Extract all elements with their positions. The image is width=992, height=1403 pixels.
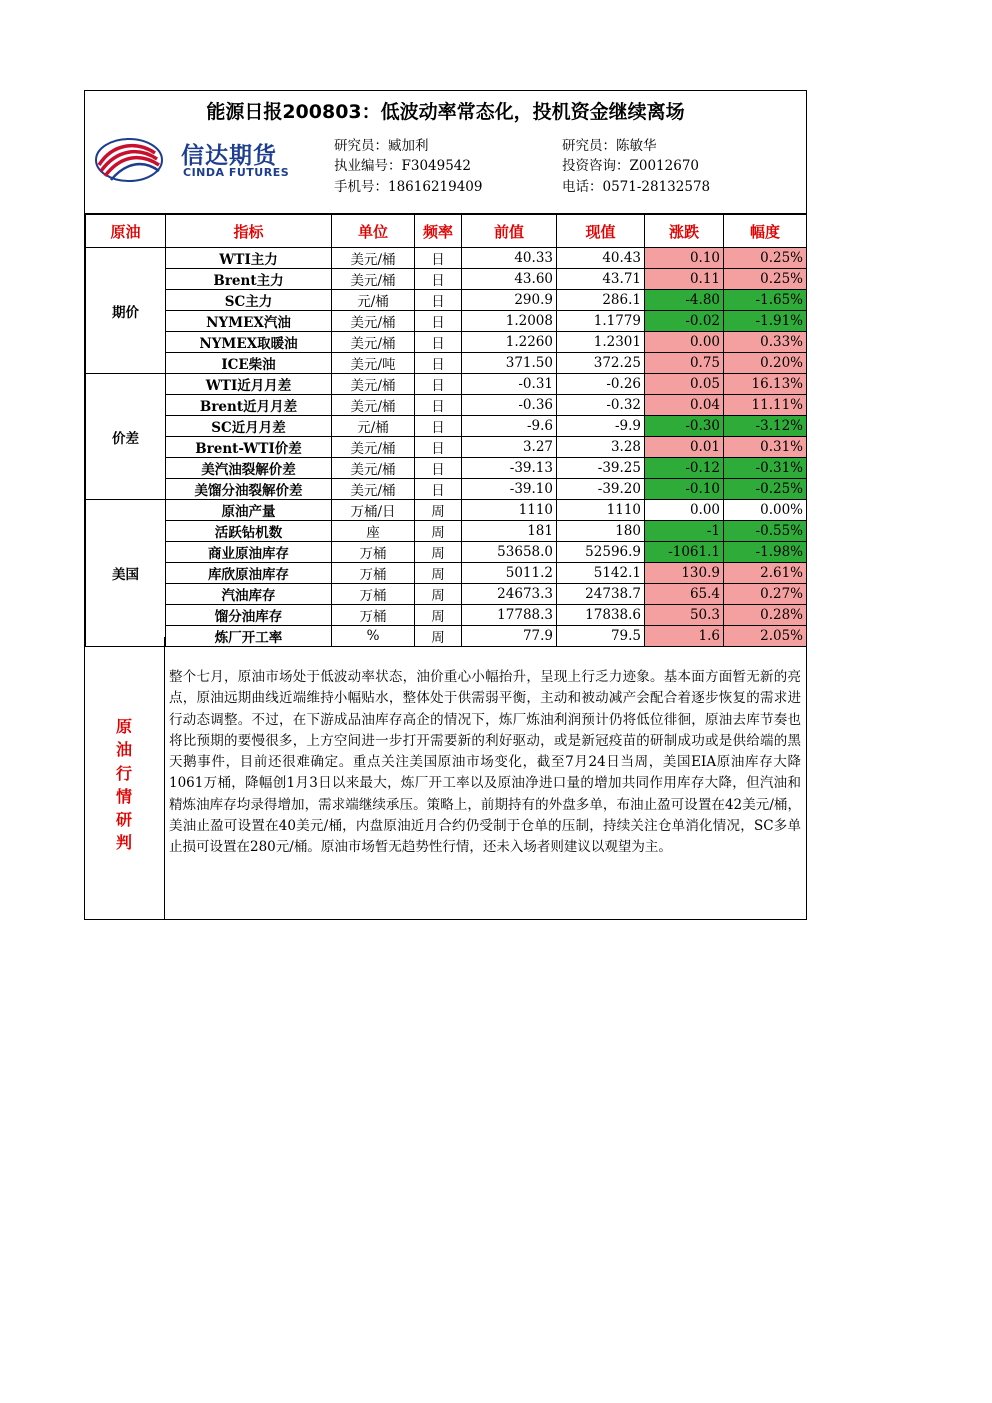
frequency-cell: 周 bbox=[415, 605, 462, 626]
change-percent-cell: 0.00% bbox=[724, 500, 807, 521]
change-percent-cell: -1.91% bbox=[724, 311, 807, 332]
previous-value-cell: 1.2008 bbox=[462, 311, 557, 332]
change-percent-cell: 0.31% bbox=[724, 437, 807, 458]
change-cell: 0.01 bbox=[645, 437, 724, 458]
change-percent-cell: -3.12% bbox=[724, 416, 807, 437]
indicator-cell: 原油产量 bbox=[166, 500, 332, 521]
current-value-cell: 40.43 bbox=[557, 248, 645, 269]
current-value-cell: 3.28 bbox=[557, 437, 645, 458]
unit-cell: 万桶/日 bbox=[332, 500, 415, 521]
indicator-cell: Brent-WTI价差 bbox=[166, 437, 332, 458]
change-percent-cell: 2.61% bbox=[724, 563, 807, 584]
unit-cell: 美元/桶 bbox=[332, 332, 415, 353]
current-value-cell: -0.32 bbox=[557, 395, 645, 416]
indicator-cell: Brent近月月差 bbox=[166, 395, 332, 416]
indicator-cell: SC主力 bbox=[166, 290, 332, 311]
researcher-2-license: 投资咨询：Z0012670 bbox=[562, 158, 700, 174]
table-row bbox=[86, 395, 807, 416]
change-percent-cell: -0.55% bbox=[724, 521, 807, 542]
table-row bbox=[86, 290, 807, 311]
current-value-cell: 43.71 bbox=[557, 269, 645, 290]
indicator-cell: 活跃钻机数 bbox=[166, 521, 332, 542]
frequency-cell: 日 bbox=[415, 374, 462, 395]
change-percent-cell: 2.05% bbox=[724, 626, 807, 647]
current-value-cell: 1.2301 bbox=[557, 332, 645, 353]
current-value-cell: -39.20 bbox=[557, 479, 645, 500]
unit-cell: 美元/桶 bbox=[332, 269, 415, 290]
change-percent-cell: -0.25% bbox=[724, 479, 807, 500]
header-cell: 涨跌 bbox=[645, 215, 724, 248]
frequency-cell: 日 bbox=[415, 353, 462, 374]
current-value-cell: 17838.6 bbox=[557, 605, 645, 626]
change-cell: 130.9 bbox=[645, 563, 724, 584]
change-cell: 0.75 bbox=[645, 353, 724, 374]
header-cell: 现值 bbox=[557, 215, 645, 248]
unit-cell: % bbox=[332, 626, 415, 647]
previous-value-cell: -9.6 bbox=[462, 416, 557, 437]
change-percent-cell: 0.27% bbox=[724, 584, 807, 605]
category-cell: 价差 bbox=[86, 374, 166, 500]
unit-cell: 美元/桶 bbox=[332, 311, 415, 332]
analysis-label-cell bbox=[85, 637, 165, 919]
report-sheet bbox=[84, 90, 807, 920]
unit-cell: 美元/桶 bbox=[332, 374, 415, 395]
frequency-cell: 周 bbox=[415, 626, 462, 647]
indicator-cell: 商业原油库存 bbox=[166, 542, 332, 563]
previous-value-cell: -0.31 bbox=[462, 374, 557, 395]
previous-value-cell: 3.27 bbox=[462, 437, 557, 458]
logo-english-text: CINDA FUTURES bbox=[183, 166, 290, 179]
current-value-cell: -9.9 bbox=[557, 416, 645, 437]
current-value-cell: 52596.9 bbox=[557, 542, 645, 563]
frequency-cell: 日 bbox=[415, 416, 462, 437]
report-header bbox=[85, 91, 806, 214]
table-row bbox=[86, 521, 807, 542]
analysis-label: 原油行情研判 bbox=[116, 717, 133, 853]
category-cell: 期价 bbox=[86, 248, 166, 374]
unit-cell: 元/桶 bbox=[332, 290, 415, 311]
table-row bbox=[86, 458, 807, 479]
frequency-cell: 周 bbox=[415, 521, 462, 542]
change-cell: 50.3 bbox=[645, 605, 724, 626]
table-row bbox=[86, 437, 807, 458]
indicator-cell: 美汽油裂解价差 bbox=[166, 458, 332, 479]
table-row bbox=[86, 374, 807, 395]
table-row bbox=[86, 542, 807, 563]
table-body bbox=[86, 248, 807, 647]
change-percent-cell: 0.20% bbox=[724, 353, 807, 374]
change-cell: 1.6 bbox=[645, 626, 724, 647]
table-row bbox=[86, 563, 807, 584]
report-title: 能源日报200803：低波动率常态化，投机资金继续离场 bbox=[206, 101, 685, 123]
researcher-1-license: 执业编号：F3049542 bbox=[334, 158, 471, 174]
header-cell: 前值 bbox=[462, 215, 557, 248]
previous-value-cell: 1.2260 bbox=[462, 332, 557, 353]
table-row bbox=[86, 500, 807, 521]
current-value-cell: 286.1 bbox=[557, 290, 645, 311]
analysis-text: 整个七月，原油市场处于低波动率状态，油价重心小幅抬升，呈现上行乏力迹象。基本面方面暂无新的亮点，原油远期曲线近端维持小幅贴水，整体处于供需弱平衡，主动和被动减产会配合着逐步恢复的需求进行动态调整。不过，在下游成品油库存高企的情况下，炼厂炼油利润预计仍将低位徘徊，原油去库节奏也将比预期的要慢很多，上方空间进一步打开需要新的利好驱动，或是新冠疫苗的研制成功或是供给端的黑天鹅事件，目前还很难确定。重点关注美国原油市场变化，截至7月24日当周，美国EIA原油库存大降1061万桶，降幅创1月3日以来最大，炼厂开工率以及原油净进口量的增加共同作用库存大降，但汽油和精炼油库存均录得增加，需求端继续承压。策略上，前期持有的外盘多单，布油止盈可设置在42美元/桶，美油止盈可设置在40美元/桶，内盘原油近月合约仍受制于仓单的压制，持续关注仓单消化情况，SC多单止损可设置在280元/桶。原油市场暂无趋势性行情，还未入场者则建议以观望为主。 bbox=[169, 669, 801, 856]
indicator-cell: 汽油库存 bbox=[166, 584, 332, 605]
frequency-cell: 日 bbox=[415, 458, 462, 479]
previous-value-cell: -0.36 bbox=[462, 395, 557, 416]
indicator-cell: SC近月月差 bbox=[166, 416, 332, 437]
current-value-cell: 5142.1 bbox=[557, 563, 645, 584]
table-row bbox=[86, 479, 807, 500]
unit-cell: 美元/桶 bbox=[332, 437, 415, 458]
frequency-cell: 日 bbox=[415, 311, 462, 332]
indicator-cell: Brent主力 bbox=[166, 269, 332, 290]
frequency-cell: 周 bbox=[415, 563, 462, 584]
table-row bbox=[86, 353, 807, 374]
indicator-cell: WTI主力 bbox=[166, 248, 332, 269]
logo-chinese-text: 信达期货 bbox=[181, 143, 277, 169]
unit-cell: 美元/吨 bbox=[332, 353, 415, 374]
unit-cell: 万桶 bbox=[332, 542, 415, 563]
frequency-cell: 日 bbox=[415, 290, 462, 311]
indicator-cell: 馏分油库存 bbox=[166, 605, 332, 626]
header-cell: 幅度 bbox=[724, 215, 807, 248]
previous-value-cell: 1110 bbox=[462, 500, 557, 521]
change-percent-cell: 0.33% bbox=[724, 332, 807, 353]
current-value-cell: 79.5 bbox=[557, 626, 645, 647]
unit-cell: 万桶 bbox=[332, 584, 415, 605]
header-cell: 原油 bbox=[86, 215, 166, 248]
change-percent-cell: -1.65% bbox=[724, 290, 807, 311]
previous-value-cell: -39.13 bbox=[462, 458, 557, 479]
unit-cell: 万桶 bbox=[332, 605, 415, 626]
frequency-cell: 日 bbox=[415, 269, 462, 290]
indicator-cell: 美馏分油裂解价差 bbox=[166, 479, 332, 500]
header-cell: 单位 bbox=[332, 215, 415, 248]
previous-value-cell: 53658.0 bbox=[462, 542, 557, 563]
current-value-cell: 24738.7 bbox=[557, 584, 645, 605]
frequency-cell: 周 bbox=[415, 500, 462, 521]
category-cell: 美国 bbox=[86, 500, 166, 647]
indicator-cell: WTI近月月差 bbox=[166, 374, 332, 395]
unit-cell: 美元/桶 bbox=[332, 395, 415, 416]
change-percent-cell: 11.11% bbox=[724, 395, 807, 416]
company-logo bbox=[93, 135, 303, 185]
current-value-cell: 1.1779 bbox=[557, 311, 645, 332]
current-value-cell: 180 bbox=[557, 521, 645, 542]
change-cell: 65.4 bbox=[645, 584, 724, 605]
unit-cell: 万桶 bbox=[332, 563, 415, 584]
researcher-1-phone: 手机号：18616219409 bbox=[334, 179, 483, 195]
cinda-swoosh-icon bbox=[93, 135, 165, 185]
frequency-cell: 周 bbox=[415, 542, 462, 563]
unit-cell: 美元/桶 bbox=[332, 479, 415, 500]
frequency-cell: 日 bbox=[415, 479, 462, 500]
indicator-cell: 库欣原油库存 bbox=[166, 563, 332, 584]
change-cell: -1061.1 bbox=[645, 542, 724, 563]
change-cell: 0.10 bbox=[645, 248, 724, 269]
unit-cell: 美元/桶 bbox=[332, 248, 415, 269]
table-row bbox=[86, 416, 807, 437]
frequency-cell: 日 bbox=[415, 332, 462, 353]
previous-value-cell: 24673.3 bbox=[462, 584, 557, 605]
unit-cell: 元/桶 bbox=[332, 416, 415, 437]
current-value-cell: -39.25 bbox=[557, 458, 645, 479]
change-cell: -4.80 bbox=[645, 290, 724, 311]
indicator-cell: NYMEX汽油 bbox=[166, 311, 332, 332]
table-row bbox=[86, 311, 807, 332]
change-cell: 0.00 bbox=[645, 500, 724, 521]
change-cell: -0.30 bbox=[645, 416, 724, 437]
table-row bbox=[86, 605, 807, 626]
change-cell: -1 bbox=[645, 521, 724, 542]
previous-value-cell: 17788.3 bbox=[462, 605, 557, 626]
researcher-2-name: 研究员：陈敏华 bbox=[562, 138, 657, 154]
indicator-cell: ICE柴油 bbox=[166, 353, 332, 374]
change-percent-cell: 0.28% bbox=[724, 605, 807, 626]
table-row bbox=[86, 248, 807, 269]
change-cell: 0.05 bbox=[645, 374, 724, 395]
change-percent-cell: -1.98% bbox=[724, 542, 807, 563]
previous-value-cell: 40.33 bbox=[462, 248, 557, 269]
current-value-cell: 372.25 bbox=[557, 353, 645, 374]
indicator-cell: 炼厂开工率 bbox=[166, 626, 332, 647]
frequency-cell: 日 bbox=[415, 248, 462, 269]
previous-value-cell: 181 bbox=[462, 521, 557, 542]
previous-value-cell: 5011.2 bbox=[462, 563, 557, 584]
change-percent-cell: 0.25% bbox=[724, 248, 807, 269]
analysis-section bbox=[85, 637, 806, 919]
change-percent-cell: -0.31% bbox=[724, 458, 807, 479]
change-cell: 0.00 bbox=[645, 332, 724, 353]
table-header-row bbox=[86, 215, 807, 248]
change-cell: -0.02 bbox=[645, 311, 724, 332]
change-cell: 0.04 bbox=[645, 395, 724, 416]
indicator-table bbox=[85, 214, 807, 647]
unit-cell: 座 bbox=[332, 521, 415, 542]
previous-value-cell: -39.10 bbox=[462, 479, 557, 500]
change-cell: -0.10 bbox=[645, 479, 724, 500]
previous-value-cell: 371.50 bbox=[462, 353, 557, 374]
change-percent-cell: 16.13% bbox=[724, 374, 807, 395]
researcher-2-phone: 电话：0571-28132578 bbox=[562, 179, 711, 195]
header-cell: 频率 bbox=[415, 215, 462, 248]
current-value-cell: 1110 bbox=[557, 500, 645, 521]
previous-value-cell: 290.9 bbox=[462, 290, 557, 311]
header-cell: 指标 bbox=[166, 215, 332, 248]
unit-cell: 美元/桶 bbox=[332, 458, 415, 479]
change-cell: 0.11 bbox=[645, 269, 724, 290]
frequency-cell: 日 bbox=[415, 437, 462, 458]
indicator-cell: NYMEX取暖油 bbox=[166, 332, 332, 353]
researcher-1-name: 研究员：臧加利 bbox=[334, 138, 429, 154]
change-percent-cell: 0.25% bbox=[724, 269, 807, 290]
table-row bbox=[86, 269, 807, 290]
previous-value-cell: 77.9 bbox=[462, 626, 557, 647]
frequency-cell: 周 bbox=[415, 584, 462, 605]
current-value-cell: -0.26 bbox=[557, 374, 645, 395]
change-cell: -0.12 bbox=[645, 458, 724, 479]
table-row bbox=[86, 332, 807, 353]
frequency-cell: 日 bbox=[415, 395, 462, 416]
previous-value-cell: 43.60 bbox=[462, 269, 557, 290]
table-row bbox=[86, 584, 807, 605]
